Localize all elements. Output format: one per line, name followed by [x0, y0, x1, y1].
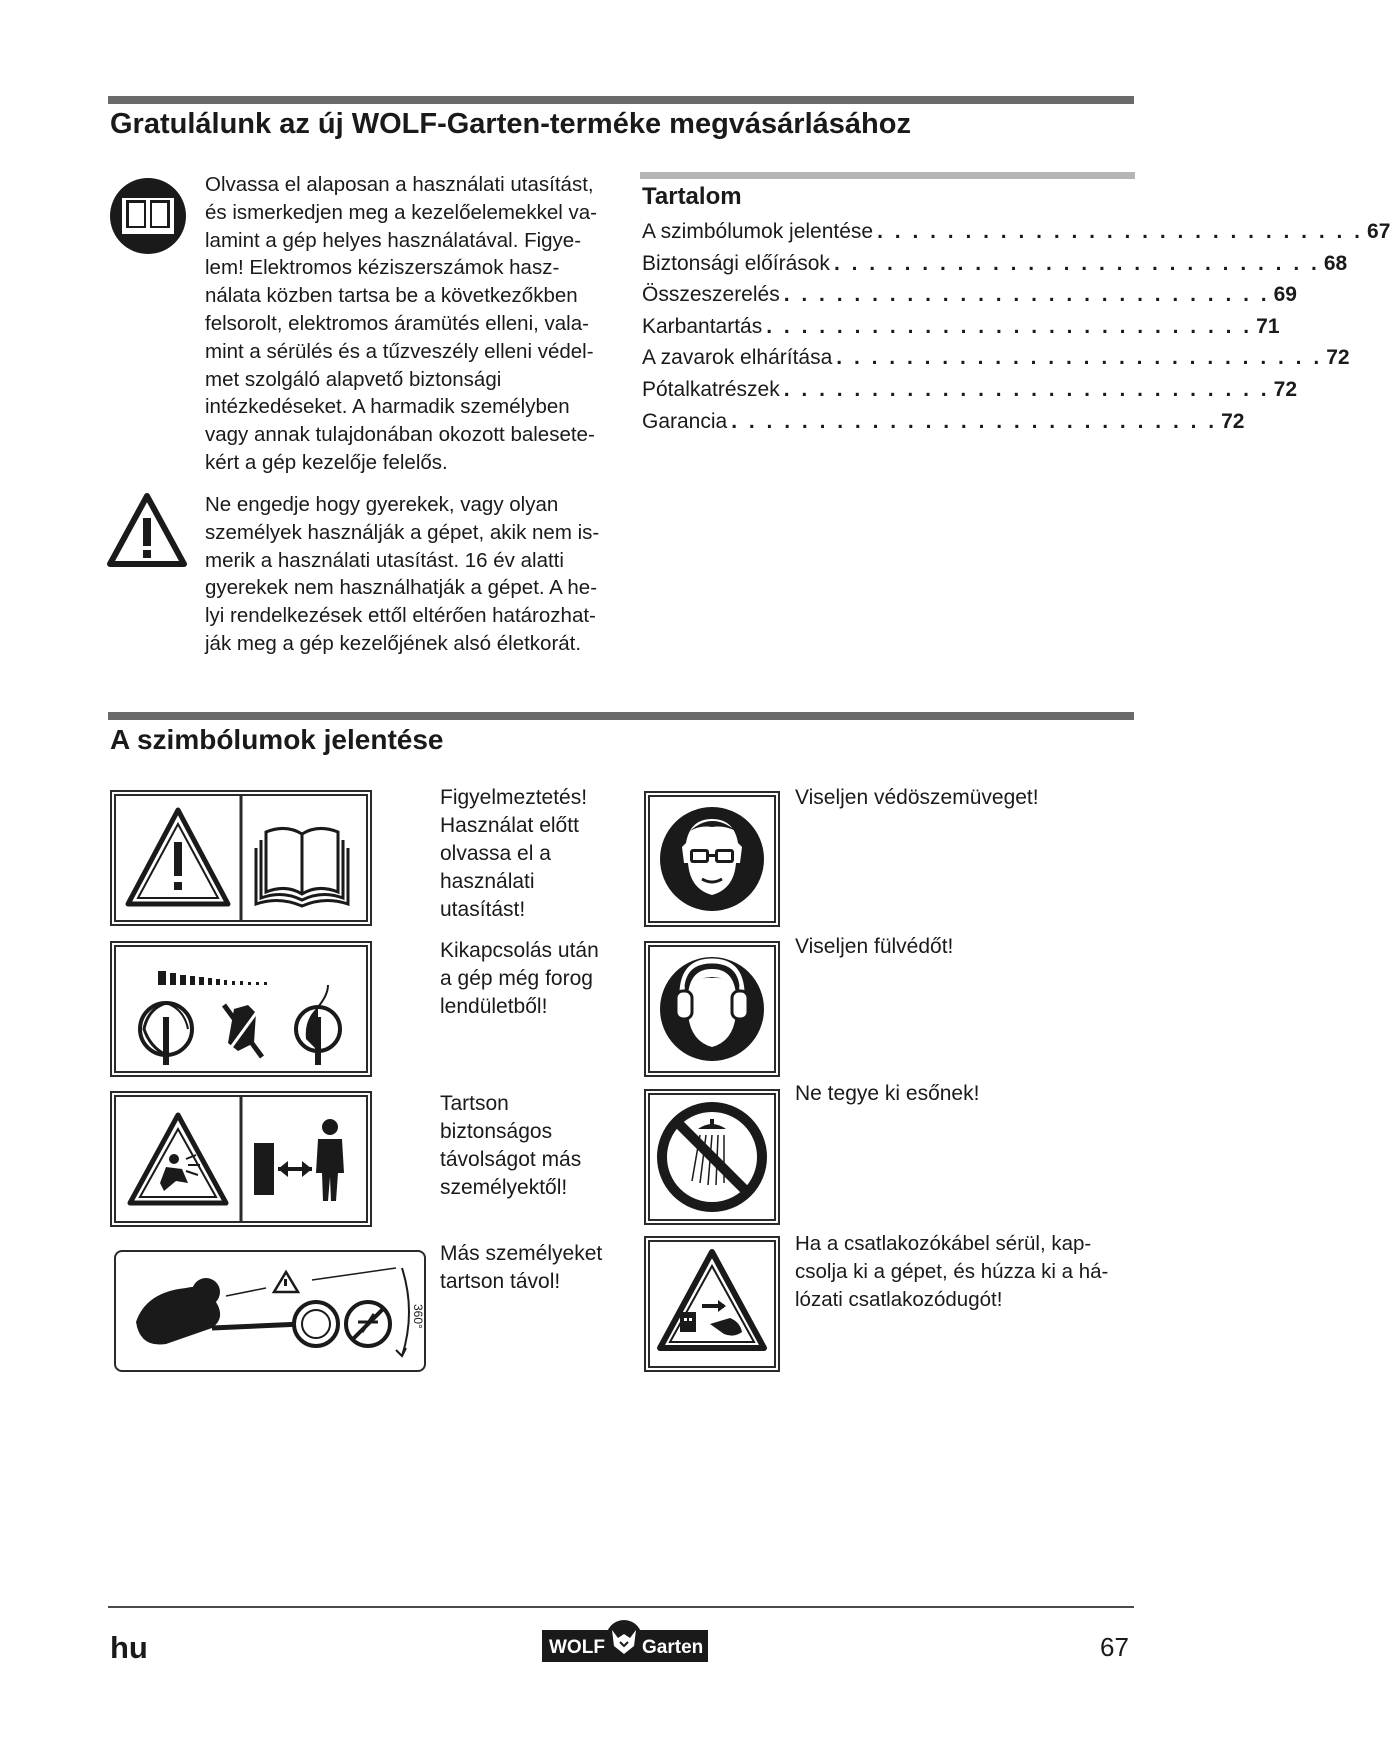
section-rule [108, 712, 1134, 720]
no-rain-icon [648, 1093, 776, 1221]
intro-title: Gratulálunk az új WOLF-Garten-terméke megvásárlásához [110, 108, 911, 140]
top-rule [108, 96, 1134, 104]
table-of-contents [642, 220, 1390, 441]
symbol-text: Ha a csatlakozókábel sérül, kap- csolja ki a gépet, és húzza ki a há- lózati csatlakozódugót! [795, 1232, 1109, 1311]
unplug-cable-icon [648, 1240, 776, 1368]
symbol-text: Figyelmeztetés! Használat előtt olvassa el a használati utasítást! [440, 786, 588, 921]
symbol-text: Tartson biztonságos távolságot más személyektől! [440, 1092, 582, 1199]
toc-title: Tartalom [642, 183, 742, 210]
symbol-text: Kikapcsolás után a gép még forog lendületből! [440, 939, 599, 1018]
symbol-text: Ne tegye ki esőnek! [795, 1082, 980, 1105]
intro-paragraph-1: Olvassa el alaposan a használati utasítást, és ismerkedjen meg a kezelőelemekkel va- lamint a gép helyes használatával. Figye- lem! Elektromos kéziszerszámok hasz- nálata közben tartsa be a következőkben felsorolt, elektromos áramütés elleni, vala- mint a sérülés és a tűzveszély elleni védel- met szolgáló alapvető biztonsági intézkedéseket. A harmadik személyben vagy annak tulajdonában okozott balesete- kért a gép kezelője felelős. [205, 173, 597, 474]
warning-triangle-icon [107, 492, 187, 570]
logo-text-right: Garten [642, 1637, 704, 1658]
rotation-360-label: 360° [411, 1304, 425, 1329]
wolf-garten-logo [540, 1616, 710, 1666]
footer-language-code: hu [110, 1630, 148, 1665]
page-number: 67 [1100, 1632, 1129, 1662]
symbol-text: Viseljen fülvédőt! [795, 935, 954, 958]
keep-others-away-icon [114, 1250, 426, 1372]
toc-item[interactable]: Garancia . . . . . . . . . . . . . . . . . . . . . . . . . . . . 72 [642, 409, 1245, 433]
toc-item[interactable]: A zavarok elhárítása . . . . . . . . . . . . . . . . . . . . . . . . . . . . 72 [642, 346, 1350, 370]
keep-distance-icon [114, 1095, 368, 1223]
book-icon [108, 176, 188, 256]
symbol-text: Más személyeket tartson távol! [440, 1242, 603, 1293]
ear-protection-icon [648, 945, 776, 1073]
toc-item[interactable]: A szimbólumok jelentése . . . . . . . . . . . . . . . . . . . . . . . . . . . . 67 [642, 220, 1390, 243]
toc-rule [640, 172, 1135, 179]
logo-text-left: WOLF [549, 1637, 605, 1658]
symbols-title: A szimbólumok jelentése [110, 724, 444, 755]
footer-rule [108, 1606, 1134, 1608]
toc-item[interactable]: Biztonsági előírások . . . . . . . . . . . . . . . . . . . . . . . . . . . . 68 [642, 251, 1348, 275]
rotating-blade-icon [114, 945, 368, 1073]
toc-item[interactable]: Pótalkatrészek . . . . . . . . . . . . . . . . . . . . . . . . . . . . 72 [642, 377, 1297, 401]
toc-item[interactable]: Karbantartás . . . . . . . . . . . . . . . . . . . . . . . . . . . . 71 [642, 314, 1280, 338]
toc-item[interactable]: Összeszerelés . . . . . . . . . . . . . . . . . . . . . . . . . . . . 69 [642, 283, 1297, 307]
intro-paragraph-2: Ne engedje hogy gyerekek, vagy olyan személyek használják a gépet, akik nem is- merik a használati utasítást. 16 év alatti gyerekek nem használhatják a gépet. A he- lyi rendelkezések ettől eltérően határozhat- ják meg a gép kezelőjének alsó életkorát. [205, 493, 600, 655]
safety-goggles-icon [648, 795, 776, 923]
symbol-text: Viseljen védöszemüveget! [795, 786, 1039, 809]
warning-read-manual-icon [114, 794, 368, 922]
